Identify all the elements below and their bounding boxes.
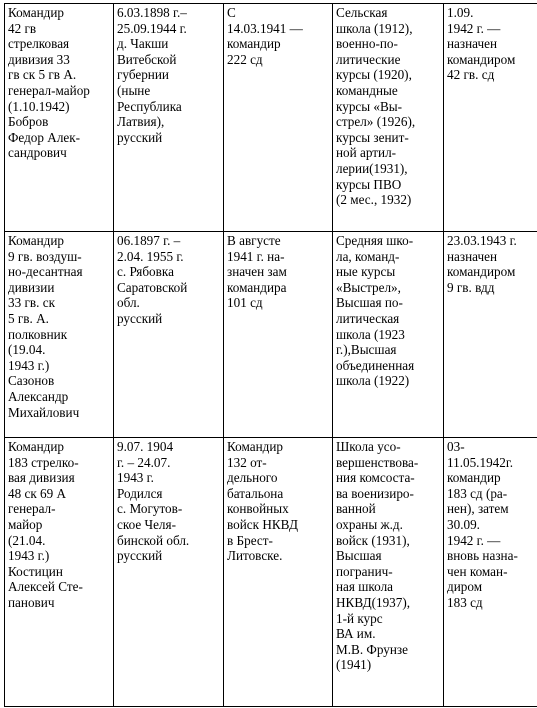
cell-line: (21.04. [8, 532, 46, 548]
cell-line: ВА им. [336, 626, 376, 642]
cell-line: Родился [117, 485, 163, 501]
cell-line: ванной [336, 501, 376, 517]
cell-line: школа (1923 [336, 326, 405, 342]
cell-line: литическая [336, 310, 400, 326]
cell-line: в Брест- [227, 532, 273, 548]
cell-line: д. Чакши [117, 36, 169, 52]
commander-cell [5, 232, 114, 438]
commander-cell [5, 4, 114, 232]
appointed-cell [444, 438, 537, 707]
cell-line: командир [447, 470, 501, 486]
cell-line: 9.07. 1904 [117, 439, 174, 454]
birth-cell [114, 232, 224, 438]
cell-line: С [227, 5, 236, 20]
cell-line: (2 мес., 1932) [336, 192, 412, 208]
cell-line: курсы (1920), [336, 67, 412, 83]
cell-line: командиром [447, 51, 516, 67]
cell-line: 25.09.1944 г. [117, 20, 187, 36]
cell-line: войск НКВД [227, 516, 298, 532]
cell-line: ния комсоста- [336, 470, 415, 486]
cell-line: 132 от- [227, 454, 267, 470]
cell-line: 1942 г. — [447, 532, 501, 548]
cell-line: 11.05.1942г. [447, 454, 514, 470]
cell-line: Командир [227, 439, 284, 454]
cell-line: панович [8, 594, 55, 610]
cell-line: «Выстрел», [336, 279, 401, 295]
position-cell [224, 438, 333, 707]
cell-line: Александр [8, 388, 69, 404]
position-cell [224, 232, 333, 438]
cell-line: гв ск 5 гв А. [8, 67, 77, 83]
cell-line: Федор Алек- [8, 129, 81, 145]
cell-line: 1-й курс [336, 610, 383, 626]
cell-line: литические [336, 51, 401, 67]
cell-line: Высшая по- [336, 295, 403, 311]
cell-line: диром [447, 579, 483, 595]
birth-cell [114, 4, 224, 232]
cell-line: Латвия), [117, 114, 165, 130]
cell-line: 48 ск 69 А [8, 485, 67, 501]
cell-line: Сазонов [8, 373, 55, 389]
cell-line: вершенствова- [336, 454, 419, 470]
cell-line: г.),Высшая [336, 342, 397, 358]
table-body [5, 4, 537, 707]
cell-line: 5 гв. А. [8, 310, 49, 326]
cell-line: русский [117, 129, 163, 145]
cell-line: сандрович [8, 145, 67, 161]
cell-line: ной артил- [336, 145, 397, 161]
cell-line: с. Рябовка [117, 264, 174, 280]
commanders-table [4, 3, 537, 707]
cell-line: 42 гв. сд [447, 67, 495, 83]
cell-line: В августе [227, 233, 281, 248]
cell-line: 1943 г.) [8, 357, 50, 373]
cell-line: стрел» (1926), [336, 114, 416, 130]
cell-line: ва военизиро- [336, 485, 414, 501]
cell-line: Высшая [336, 548, 382, 564]
cell-line: ла, команд- [336, 248, 400, 264]
education-cell [333, 438, 444, 707]
cell-line: 183 сд (ра- [447, 485, 508, 501]
cell-line: генерал- [8, 501, 56, 517]
cell-line: Витебской [117, 51, 177, 67]
cell-line: 1941 г. на- [227, 248, 285, 264]
table-row [5, 232, 537, 438]
cell-line: майор [8, 516, 43, 532]
cell-line: 9 гв. воздуш- [8, 248, 82, 264]
cell-line: (ныне [117, 82, 151, 98]
cell-line: дивизии [8, 279, 55, 295]
cell-line: Саратовской [117, 279, 188, 295]
cell-line: охраны ж.д. [336, 516, 403, 532]
table-row [5, 4, 537, 232]
cell-line: назначен [447, 248, 498, 264]
cell-line: НКВД(1937), [336, 594, 411, 610]
cell-line: объединенная [336, 357, 415, 373]
cell-line: (1941) [336, 657, 372, 673]
cell-line: русский [117, 548, 163, 564]
cell-line: командные [336, 82, 398, 98]
appointed-cell [444, 232, 537, 438]
cell-line: дивизия 33 [8, 51, 70, 67]
cell-line: Республика [117, 98, 182, 114]
commander-cell [5, 438, 114, 707]
cell-line: 23.03.1943 г. [447, 233, 517, 248]
cell-line: чен коман- [447, 563, 508, 579]
cell-line: обл. [117, 295, 140, 311]
cell-line: Командир [8, 233, 65, 248]
cell-line: курсы зенит- [336, 129, 409, 145]
cell-line: ское Челя- [117, 516, 176, 532]
cell-line: ные курсы [336, 264, 396, 280]
cell-line: губернии [117, 67, 169, 83]
cell-line: 222 сд [227, 51, 263, 67]
cell-line: 42 гв [8, 20, 37, 36]
cell-line: 30.09. [447, 516, 480, 532]
cell-line: Школа усо- [336, 439, 401, 454]
cell-line: с. Могутов- [117, 501, 183, 517]
cell-line: 183 сд [447, 594, 483, 610]
table-row [5, 438, 537, 707]
cell-line: 9 гв. вдд [447, 279, 495, 295]
cell-line: 33 гв. ск [8, 295, 55, 311]
cell-line: 1.09. [447, 5, 474, 20]
cell-line: 06.1897 г. – [117, 233, 181, 248]
cell-line: нен), затем [447, 501, 509, 517]
cell-line: 183 стрелко- [8, 454, 79, 470]
cell-line: военно-по- [336, 36, 398, 52]
cell-line: 1943 г.) [8, 548, 50, 564]
cell-line: погранич- [336, 563, 393, 579]
cell-line: курсы ПВО [336, 176, 402, 192]
appointed-cell [444, 4, 537, 232]
cell-line: но-десантная [8, 264, 83, 280]
birth-cell [114, 438, 224, 707]
cell-line: лерии(1931), [336, 160, 408, 176]
cell-line: дельного [227, 470, 278, 486]
cell-line: школа (1912), [336, 20, 413, 36]
cell-line: школа (1922) [336, 373, 410, 389]
position-cell [224, 4, 333, 232]
cell-line: бинской обл. [117, 532, 190, 548]
cell-line: 101 сд [227, 295, 263, 311]
cell-line: (19.04. [8, 342, 46, 358]
cell-line: Командир [8, 5, 65, 20]
cell-line: Средняя шко- [336, 233, 414, 248]
cell-line: 14.03.1941 — [227, 20, 303, 36]
cell-line: вая дивизия [8, 470, 75, 486]
cell-line: ная школа [336, 579, 394, 595]
cell-line: русский [117, 310, 163, 326]
cell-line: Михайлович [8, 404, 80, 420]
cell-line: конвойных [227, 501, 289, 517]
cell-line: Костицин [8, 563, 63, 579]
cell-line: батальона [227, 485, 284, 501]
cell-line: г. – 24.07. [117, 454, 171, 470]
cell-line: Литовске. [227, 548, 283, 564]
cell-line: значен зам [227, 264, 287, 280]
cell-line: Бобров [8, 114, 49, 130]
cell-line: Алексей Сте- [8, 579, 83, 595]
cell-line: командира [227, 279, 287, 295]
cell-line: вновь назна- [447, 548, 518, 564]
cell-line: курсы «Вы- [336, 98, 403, 114]
cell-line: полковник [8, 326, 68, 342]
cell-line: командир [227, 36, 281, 52]
cell-line: (1.10.1942) [8, 98, 70, 114]
cell-line: войск (1931), [336, 532, 410, 548]
cell-line: стрелковая [8, 36, 70, 52]
cell-line: назначен [447, 36, 498, 52]
cell-line: командиром [447, 264, 516, 280]
cell-line: 1943 г. [117, 470, 154, 486]
cell-line: 2.04. 1955 г. [117, 248, 184, 264]
cell-line: Сельская [336, 5, 388, 20]
cell-line: Командир [8, 439, 65, 454]
cell-line: 1942 г. — [447, 20, 501, 36]
education-cell [333, 4, 444, 232]
cell-line: 03- [447, 439, 465, 454]
education-cell [333, 232, 444, 438]
cell-line: 6.03.1898 г.– [117, 5, 187, 20]
cell-line: генерал-майор [8, 82, 90, 98]
cell-line: М.В. Фрунзе [336, 641, 408, 657]
